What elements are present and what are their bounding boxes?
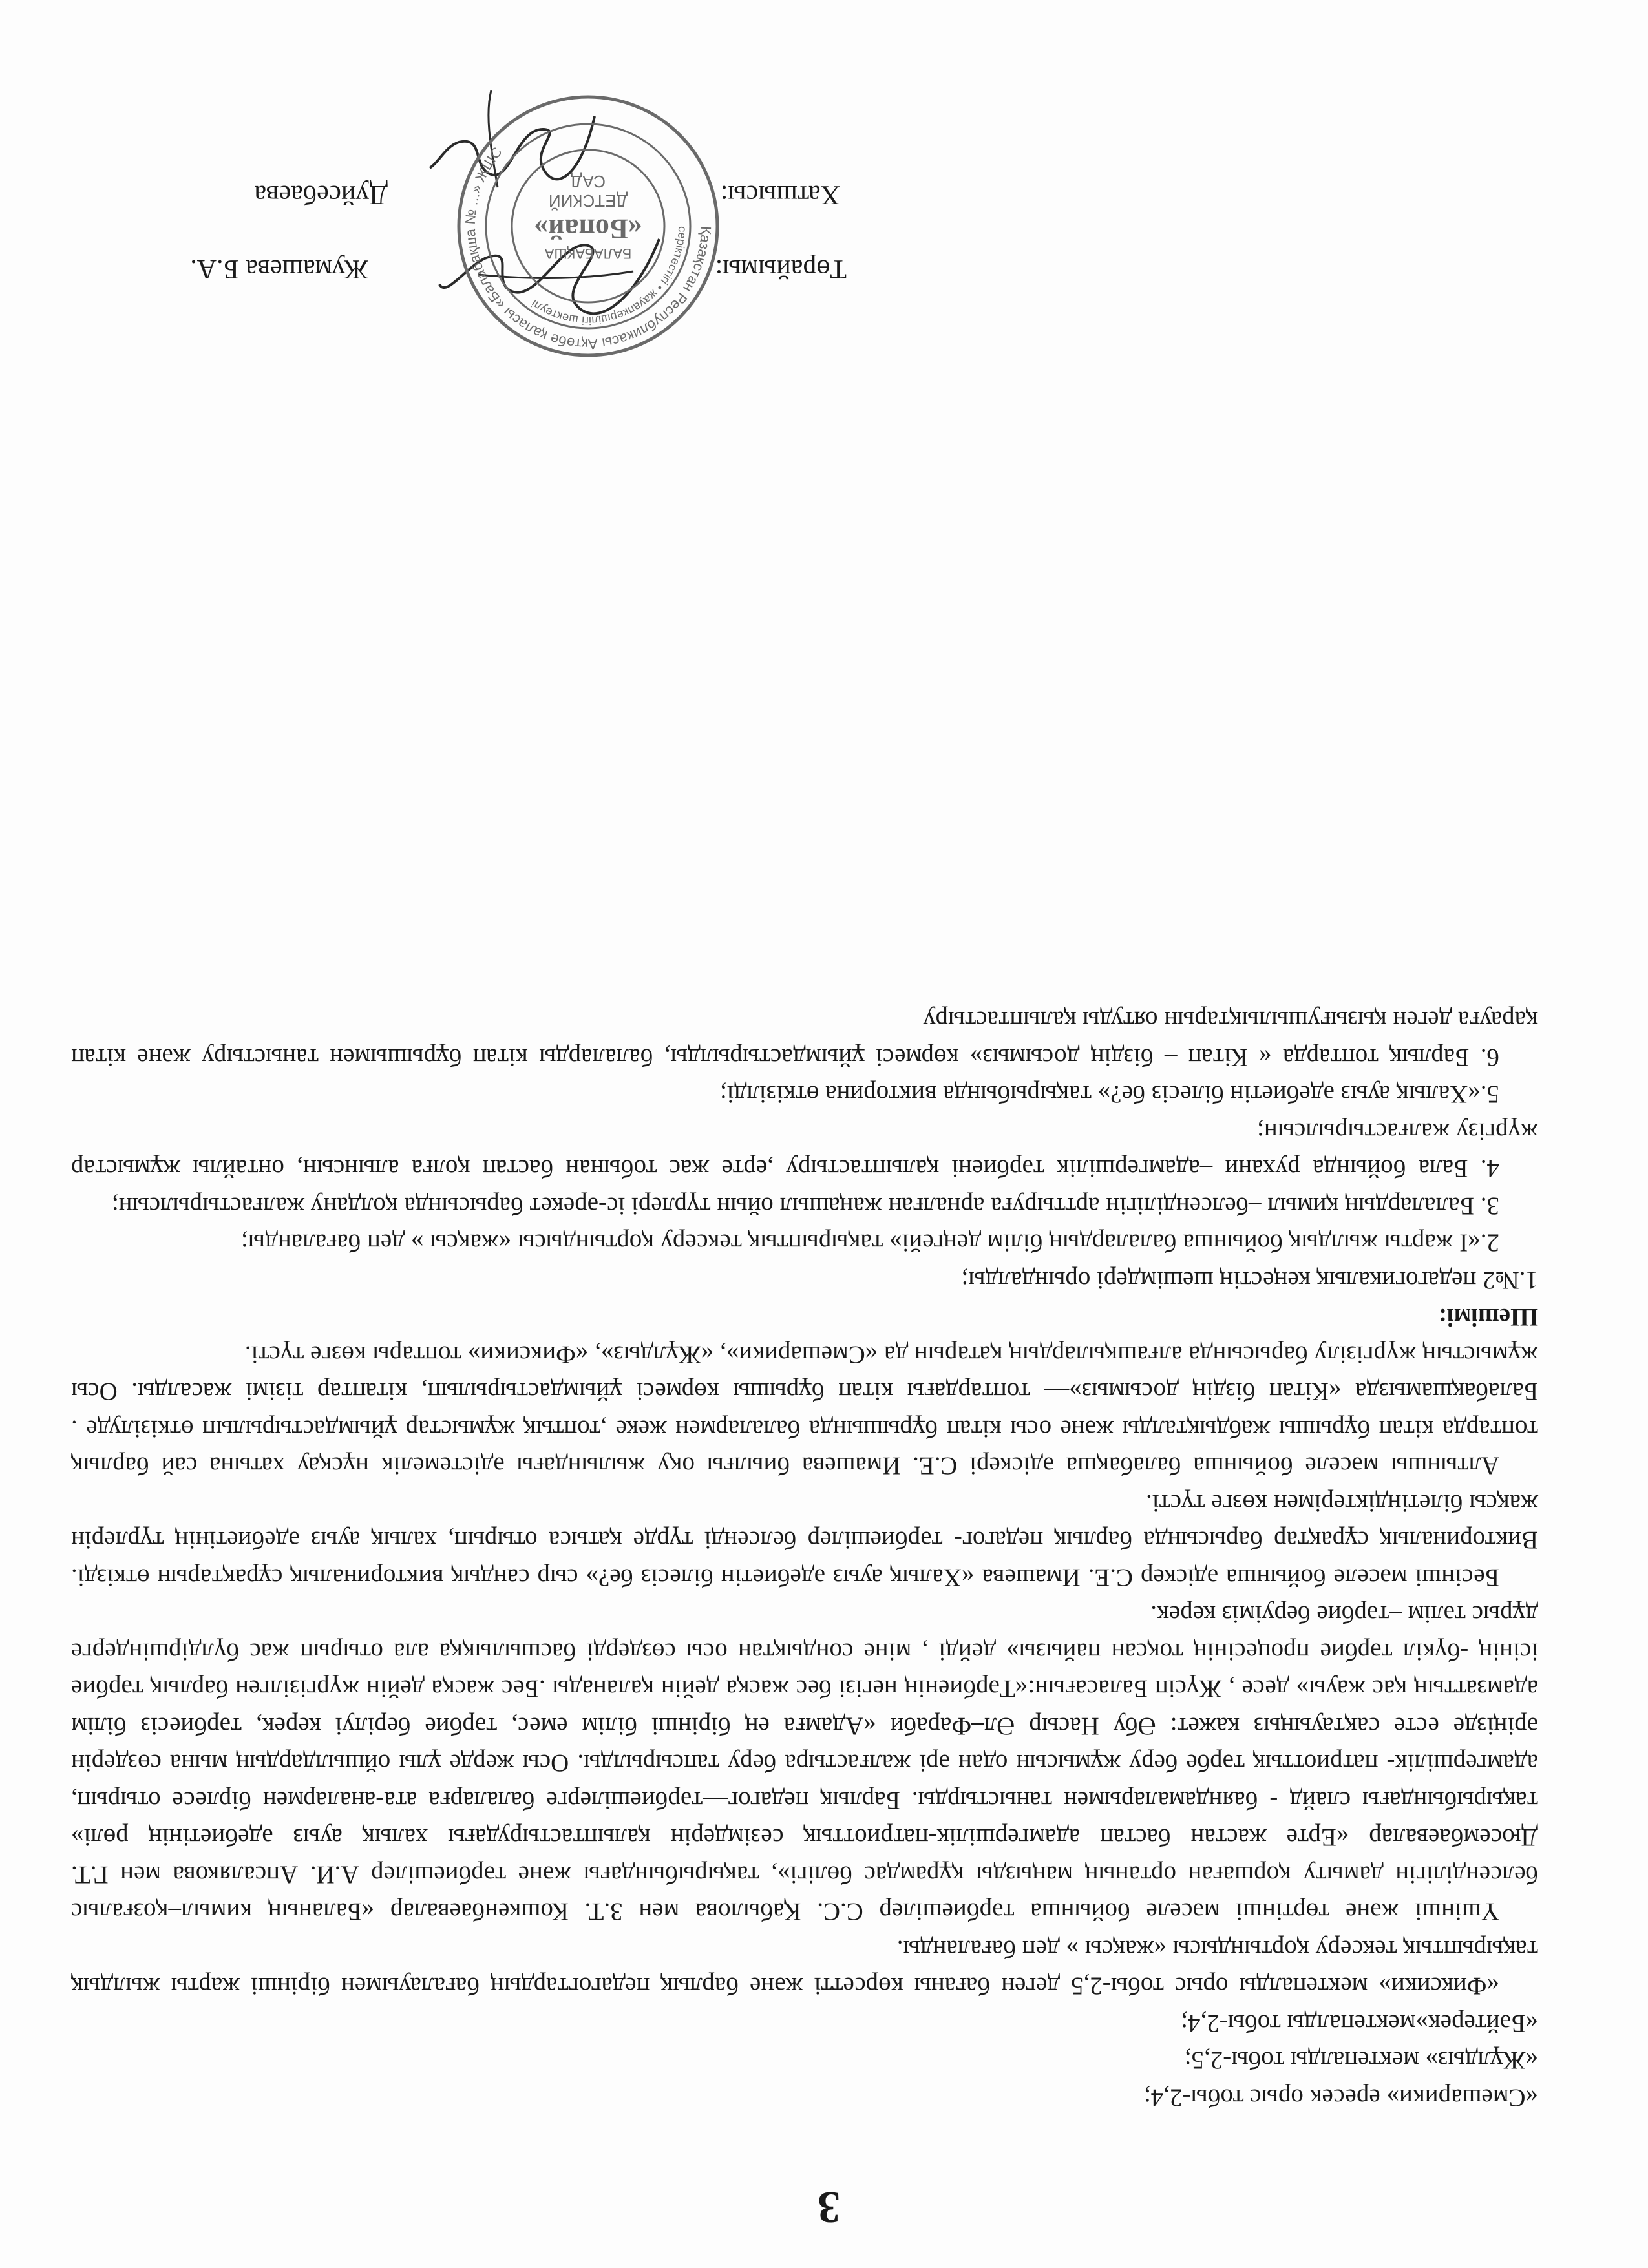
- stamp-center-bottom: САД: [570, 172, 606, 191]
- decision-item: 3. Балалардың қимыл –белсенділігін арттыруға арналған жаңашыл ойын түрлері іс-әрекет барысында қолдану жалғастырылсын;: [111, 1192, 1499, 1220]
- decision-item: 4. Бала бойында рухани –адамгершілік тәрбиені қалыптастыру ,ерте жас тобынан бастап қолға алынсын, онтайлы жұмыстар жүргізу жалғастырылсын;: [71, 1118, 1538, 1183]
- decision-item: 1.№2 педагогикалық кеңестің шешімдері орындалды;: [961, 1266, 1538, 1294]
- stamp-inner-ring-text: серіктестігі • жауапкершілігі шектеулі: [529, 226, 690, 328]
- paragraph-fifth-issue: Бесінші мәселе бойынша әдіскер С.Е. Имашева «Халық ауыз әдебиетін білесіз бе?» сыр сандық викториналық сұрақтарын өткізді. Викториналық сұрақтар барысында барлық педагог- тәрбиешілер белсенді түрде қатыса отырып, халық ауыз әдебиетінің түрлерін жақсы білетіндіктерімен көзге түсті.: [71, 1489, 1538, 1591]
- paragraph-vote-summary: «Фиксики» мектепалды орыс тобы-2,5 деген бағаны көрсетті және барлық педагогтардың бағалауымен бірінші жарты жылдық тақырыптық тексеру қортындысы «жақсы » деп бағаланды.: [71, 1935, 1538, 2000]
- stamp-outer-ring-text: Қазақстан Республикасы Ақтөбе қаласы «Балабақша № ...» ЖШС: [461, 143, 715, 353]
- stamp-center-mid: ДЕТСКИЙ: [548, 191, 628, 211]
- organization-stamp: [452, 90, 724, 362]
- chair-name: Жумашева Б.А.: [190, 254, 368, 284]
- secretary-label: Хатшысы:: [720, 180, 840, 209]
- vote-result-line: «Бәйтерек»мектепалды тобы-2,4;: [1181, 2010, 1538, 2037]
- decision-item: 5.«Халық ауыз әдебиетін білесіз бе?» тақырыбында викторина өткізілді;: [719, 1080, 1499, 1109]
- paragraph-sixth-issue: Алтыншы мәселе бойынша балабақша әдіскері С.Е. Имашева биылғы оқу жылындағы әдістемелік нұсқау хатына сай барлық топтарда кітап бұрышы жабдықталды және осы кітап бұрышында балалармен жеке ,топтық жұмыстар ұйымдастырылып өткізілуде . Балабақшамызда «Кітап біздің досымыз»— топтардағы кітап бұрышы көрмесі ұйымдастырылып, кітаптар тізімі жасалды. Осы жұмыстың жүргізілу барысында алғашқылардың қатарын да «Смешарики», «Жұлдыз», «Фиксики» топтары көзге түсті.: [71, 1341, 1538, 1480]
- vote-result-line: «Жұлдыз» мектепалды тобы-2,5;: [1184, 2046, 1538, 2075]
- decisions-title: Шешімі:: [1438, 1303, 1538, 1332]
- page-number: 3: [818, 2182, 840, 2232]
- stamp-center-top: «Бопай»: [534, 213, 642, 245]
- decision-item: 2.«І жарты жылдық бойынша балалардың білім деңгейі» тақырыптық тексеру қортындысы «жақсы » деп бағаланды;: [240, 1229, 1499, 1257]
- paragraph-third-fourth-issue: Үшінші және төртінші мәселе бойынша тәрбиешілер С.С. Қабылова мен З.Т. Кошкенбаевалар «Баланың кимыл–қозғалыс белсенділігін дамыту қоршаған ортаның маңызды құрамдас бөлігі», тақырыбындағы және тәрбиешілер А.И. Апсалякова мен Г.Т. Дюсембаевалар «Ерте жастан бастап адамгершілік-патриоттық сезімдерін қалыптастырудағы халық ауыз әдебиетінің рөлі» тақырыбындағы слайд - баяндамаларымен таныстырды. Барлық педагог—тәрбиешілерге балаларға ата-аналармен бірлесе отырып, адамгершілік- патриоттық тәрбе беру жұмысын одан әрі жалғастыра беру тапсырылды. Осы жерде ұлы ойшылдардың мына сөздерін әріңізде есте сақтауыңыз кажет: Әбу Насыр Әл–Фараби «Адамға ең бірінші білім емес, тәрбие берілуі керек, тәрбиесіз білім адамзаттың қас жауы» десе , Жүсіп Баласағын:«Тәрбиенің негізі бес жасқа дейін қаланады .Бес жасқа дейін жүргізілген барлық тәрбие ісінің -бүкіл тәрбие процесінің тоқсан пайызы» дейді , міне сондықтан осы сөздерді басшылыққа ала отырып жас бүлдіршіндерге дұрыс тәлім –тәрбие беруіміз керек.: [71, 1601, 1538, 1926]
- secretary-name: Дуйсебаева: [254, 180, 388, 209]
- vote-result-line: «Смешарики» ересек орыс тобы-2,4;: [1143, 2084, 1538, 2112]
- minutes-body: [71, 1002, 1538, 2116]
- chair-label: Төрайымы:: [715, 254, 847, 284]
- stamp-center-small: БАЛАБАҚША: [544, 246, 632, 262]
- decision-item: 6. Барлық топтарда « Кітап – біздің досымыз» көрмесі ұйымдастырылды, балаларды кітап бұрышымен таныстыру және кітап қарауға деген қызығушылықтарын оятуды қалыптастыру: [71, 1006, 1538, 1071]
